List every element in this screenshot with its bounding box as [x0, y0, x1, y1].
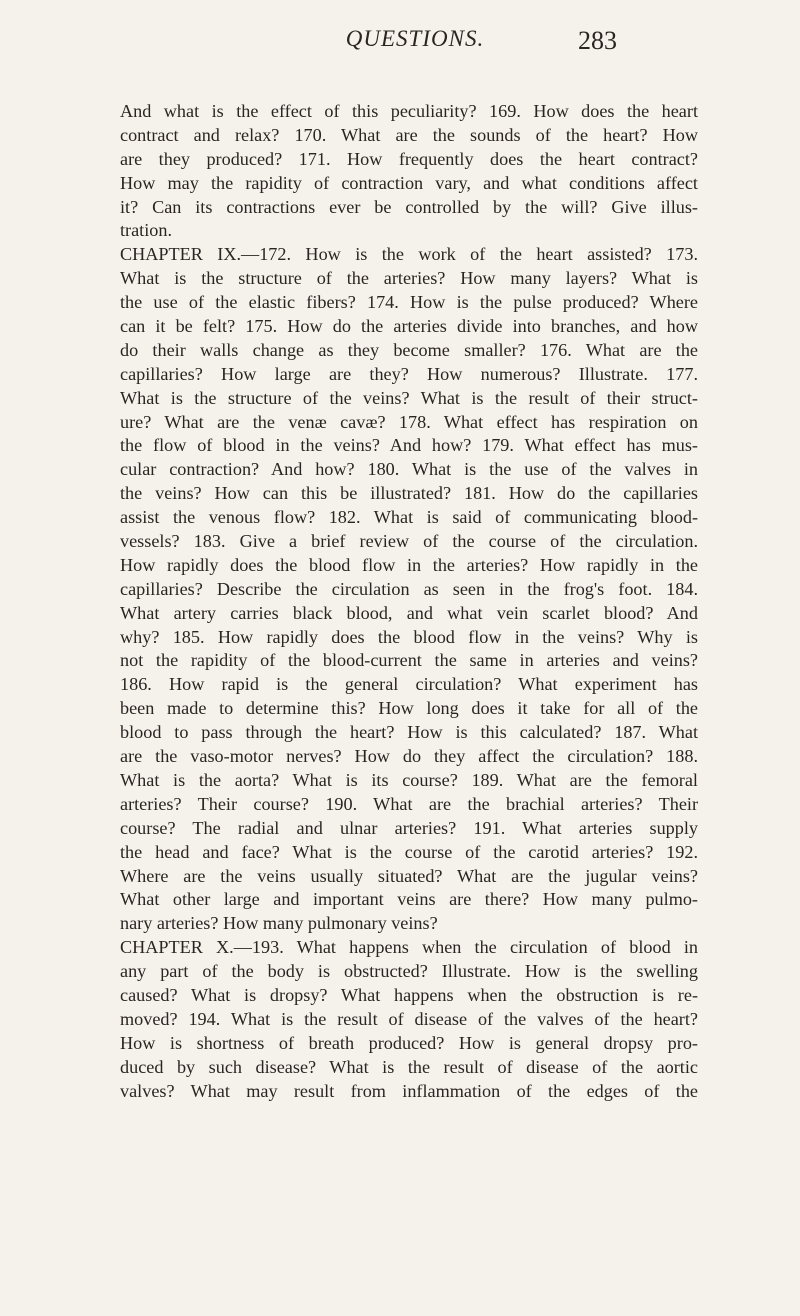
text-line: What is the aorta? What is its course? 189. What are the femoral [120, 769, 698, 790]
text-line: can it be felt? 175. How do the arteries divide into branches, and how [120, 316, 698, 337]
text-line: why? 185. How rapidly does the blood flow in the veins? Why is [120, 626, 698, 647]
text-line: been made to determine this? How long does it take for all of the [120, 698, 698, 719]
text-line: arteries? Their course? 190. What are the brachial arteries? Their [120, 793, 698, 814]
text-line: capillaries? Describe the circulation as seen in the frog's foot. 184. [120, 578, 698, 599]
text-line: moved? 194. What is the result of disease of the valves of the heart? [120, 1008, 698, 1029]
text-line: blood to pass through the heart? How is this calculated? 187. What [120, 722, 698, 743]
text-line: the flow of blood in the veins? And how? 179. What effect has mus- [120, 435, 698, 456]
text-line: the use of the elastic fibers? 174. How is the pulse produced? Where [120, 292, 698, 313]
text-line: And what is the effect of this peculiarity? 169. How does the heart [120, 101, 698, 121]
text-line: ure? What are the venæ cavæ? 178. What effect has respiration on [120, 411, 698, 432]
page-number: 283 [578, 26, 617, 55]
text-line: What is the structure of the arteries? How many layers? What is [120, 268, 698, 289]
page-header [0, 22, 800, 72]
text-line: course? The radial and ulnar arteries? 191. What arteries supply [120, 817, 698, 838]
text-line: any part of the body is obstructed? Illustrate. How is the swelling [120, 961, 698, 982]
running-title: QUESTIONS. [345, 26, 485, 51]
questions-text [120, 100, 698, 1103]
chapter-x-start: CHAPTER X.—193. What happens when the circulation of blood in [120, 937, 698, 958]
text-line: How is shortness of breath produced? How is general dropsy pro- [120, 1032, 698, 1053]
text-line: the veins? How can this be illustrated? 181. How do the capillaries [120, 483, 698, 504]
text-line: How rapidly does the blood flow in the arteries? How rapidly in the [120, 554, 698, 575]
chapter-ix-start: CHAPTER IX.—172. How is the work of the heart assisted? 173. [120, 244, 698, 265]
text-line: tration. [120, 220, 173, 241]
text-line: it? Can its contractions ever be controlled by the will? Give illus- [120, 196, 698, 217]
text-line: caused? What is dropsy? What happens when the obstruction is re- [120, 984, 698, 1005]
text-line: Where are the veins usually situated? What are the jugular veins? [120, 865, 698, 886]
text-line: valves? What may result from inflammation of the edges of the [120, 1080, 698, 1101]
text-line: assist the venous flow? 182. What is said of communicating blood- [120, 507, 698, 528]
text-line: are they produced? 171. How frequently does the heart contract? [120, 148, 698, 169]
text-line: How may the rapidity of contraction vary, and what conditions affect [120, 172, 698, 193]
text-line: do their walls change as they become smaller? 176. What are the [120, 339, 698, 360]
text-line: 186. How rapid is the general circulation? What experiment has [120, 674, 698, 695]
text-line: capillaries? How large are they? How numerous? Illustrate. 177. [120, 363, 698, 384]
text-line: the head and face? What is the course of the carotid arteries? 192. [120, 841, 698, 862]
text-line: not the rapidity of the blood-current the same in arteries and veins? [120, 650, 698, 671]
text-line: duced by such disease? What is the result of disease of the aortic [120, 1056, 698, 1077]
text-line: nary arteries? How many pulmonary veins? [120, 913, 438, 934]
text-line: What other large and important veins are there? How many pulmo- [120, 889, 698, 910]
text-line: are the vaso-motor nerves? How do they affect the circulation? 188. [120, 746, 698, 767]
text-line: contract and relax? 170. What are the sounds of the heart? How [120, 124, 698, 145]
text-line: cular contraction? And how? 180. What is the use of the valves in [120, 459, 698, 480]
text-line: What is the structure of the veins? What is the result of their struct- [120, 387, 698, 408]
text-line: What artery carries black blood, and what vein scarlet blood? And [120, 602, 698, 623]
text-line: vessels? 183. Give a brief review of the course of the circulation. [120, 531, 698, 552]
